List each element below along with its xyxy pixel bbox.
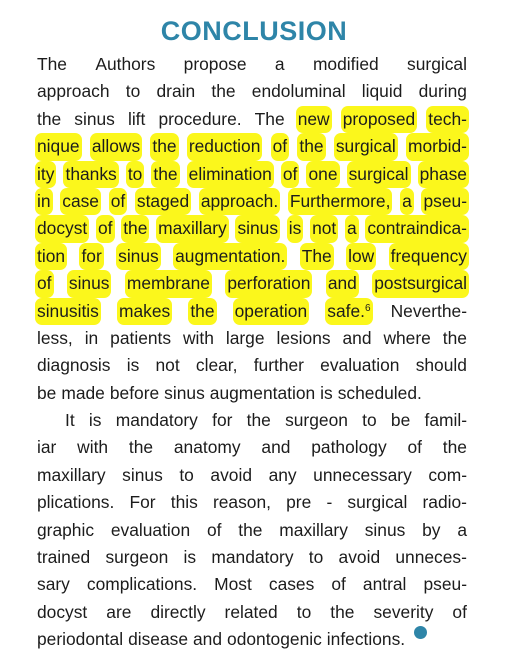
text-line: in case of staged approach. Furthermore, a pseu- [37, 188, 467, 215]
end-marker-icon [414, 626, 427, 639]
text-line: docyst are directly related to the severity of [37, 601, 467, 622]
text-line: approach to drain the endoluminal liquid during [37, 81, 467, 102]
text-line: nique allows the reduction of the surgical morbid- [37, 133, 467, 160]
text-line: tion for sinus augmentation. The low frequency [37, 243, 467, 270]
text-line: maxillary sinus to avoid any unnecessary com- [37, 464, 467, 485]
paragraph-2 [37, 407, 467, 654]
text-line: periodontal disease and odontogenic infections. [37, 626, 467, 653]
text-line: graphic evaluation of the maxillary sinus by a [37, 519, 467, 540]
text-line: diagnosis is not clear, further evaluation should [37, 355, 467, 376]
citation-superscript: 6 [364, 302, 371, 314]
text-line: of sinus membrane perforation and postsurgical [37, 270, 467, 297]
text-line: be made before sinus augmentation is scheduled. [37, 382, 422, 403]
conclusion-body [37, 51, 467, 654]
text-line: plications. For this reason, pre - surgical radio- [37, 492, 467, 513]
text-line: less, in patients with large lesions and where the [37, 327, 467, 348]
text-line: sinusitis makes the operation safe.$^6$ Neverthe- [37, 298, 467, 325]
text-line: iar with the anatomy and pathology of the [37, 437, 467, 458]
text-line: The Authors propose a modified surgical [37, 54, 467, 74]
section-title: CONCLUSION [160, 16, 348, 46]
text-line: sary complications. Most cases of antral pseu- [37, 574, 467, 595]
text-line: the sinus lift procedure. The new proposed tech- [37, 106, 467, 133]
text-line: ity thanks to the elimination of one surgical phase [37, 161, 467, 188]
paragraph-1 [37, 51, 467, 407]
text-line: trained surgeon is mandatory to avoid unneces- [37, 547, 467, 568]
text-line: It is mandatory for the surgeon to be famil- [65, 410, 467, 431]
text-line: docyst of the maxillary sinus is not a contraindica- [37, 215, 467, 242]
